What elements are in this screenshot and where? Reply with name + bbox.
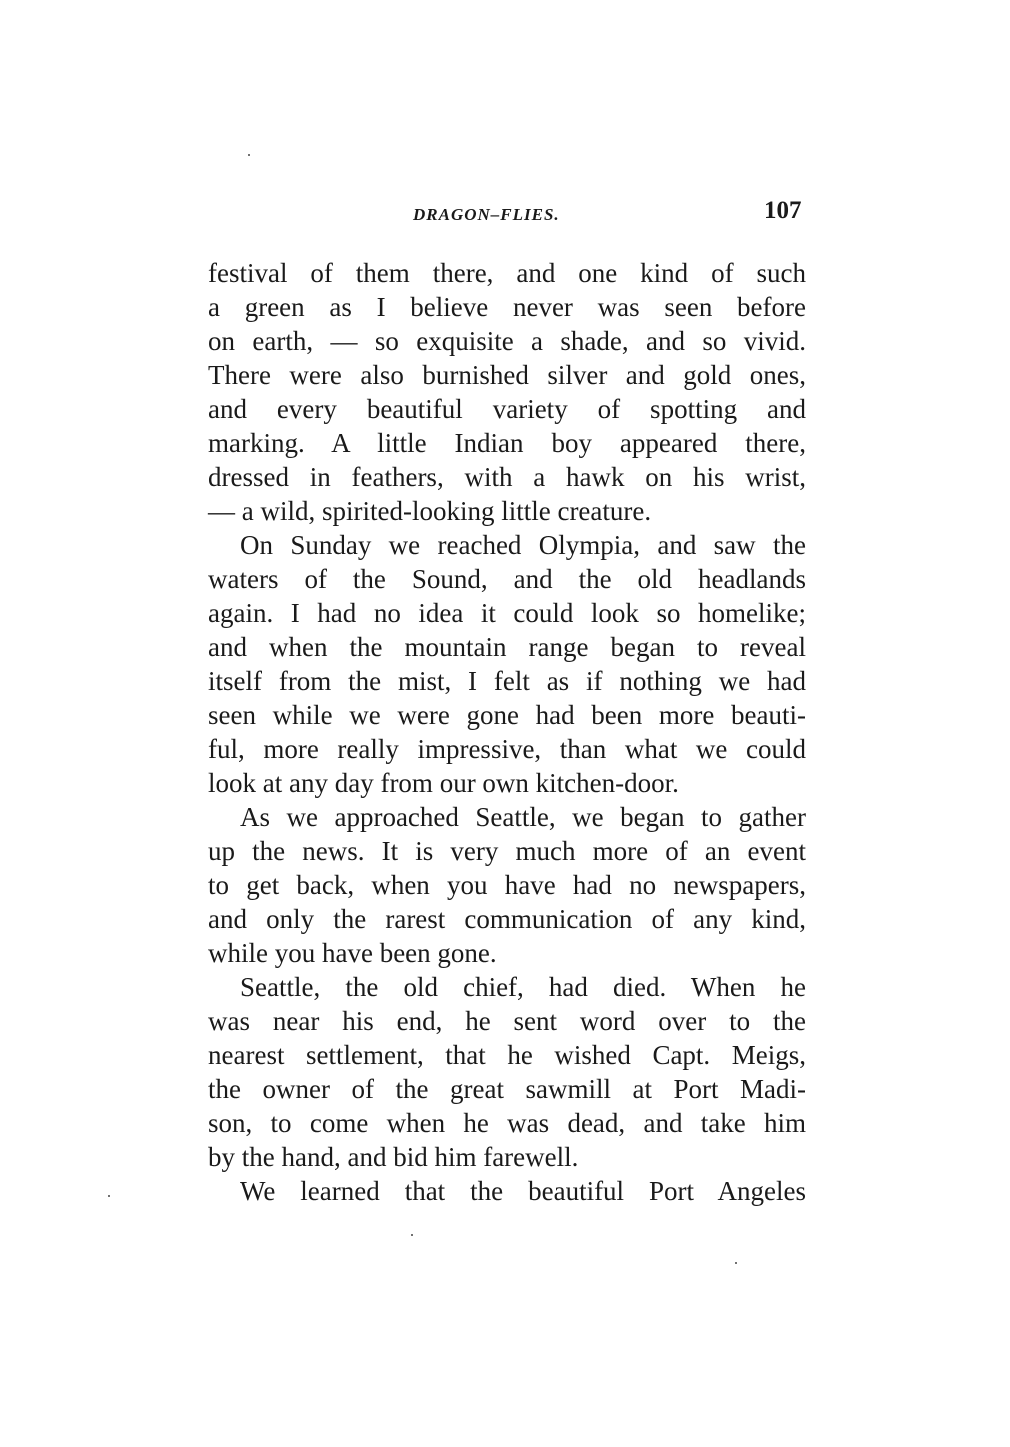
- page-number: 107: [764, 197, 802, 224]
- paragraph-start-line: Seattle, the old chief, had died. When he: [240, 972, 806, 1002]
- text-line: on earth, — so exquisite a shade, and so vivid.: [208, 326, 806, 356]
- text-line: itself from the mist, I felt as if nothing we had: [208, 666, 806, 696]
- text-line: to get back, when you have had no newspapers,: [208, 870, 806, 900]
- text-line: festival of them there, and one kind of such: [208, 258, 806, 288]
- text-line: waters of the Sound, and the old headlands: [208, 564, 806, 594]
- text-line: marking. A little Indian boy appeared there,: [208, 428, 806, 458]
- text-line: look at any day from our own kitchen-door.: [208, 768, 679, 798]
- paragraph-start-line: We learned that the beautiful Port Angeles: [240, 1176, 806, 1206]
- paragraph-start-line: As we approached Seattle, we began to gather: [240, 802, 806, 832]
- text-line: by the hand, and bid him farewell.: [208, 1142, 579, 1172]
- paragraph-start-line: On Sunday we reached Olympia, and saw the: [240, 530, 806, 560]
- text-line: and when the mountain range began to reveal: [208, 632, 806, 662]
- running-title: DRAGON–FLIES.: [413, 205, 560, 224]
- text-line: son, to come when he was dead, and take him: [208, 1108, 806, 1138]
- text-line: the owner of the great sawmill at Port Madi-: [208, 1074, 806, 1104]
- text-line: dressed in feathers, with a hawk on his wrist,: [208, 462, 806, 492]
- text-line: and every beautiful variety of spotting and: [208, 394, 806, 424]
- text-line: again. I had no idea it could look so homelike;: [208, 598, 806, 628]
- text-line: while you have been gone.: [208, 938, 497, 968]
- print-speck: [735, 1262, 737, 1264]
- text-line: nearest settlement, that he wished Capt. Meigs,: [208, 1040, 806, 1070]
- text-line: — a wild, spirited-looking little creature.: [208, 496, 652, 526]
- text-line: a green as I believe never was seen before: [208, 292, 806, 322]
- text-line: ful, more really impressive, than what we could: [208, 734, 806, 764]
- body-text: [208, 256, 806, 1208]
- print-speck: [108, 1195, 110, 1197]
- text-line: was near his end, he sent word over to the: [208, 1006, 806, 1036]
- text-line: There were also burnished silver and gold ones,: [208, 360, 806, 390]
- text-line: and only the rarest communication of any kind,: [208, 904, 806, 934]
- print-speck: [411, 1234, 413, 1236]
- text-line: seen while we were gone had been more beauti-: [208, 700, 806, 730]
- text-line: up the news. It is very much more of an event: [208, 836, 806, 866]
- print-speck: [248, 154, 250, 156]
